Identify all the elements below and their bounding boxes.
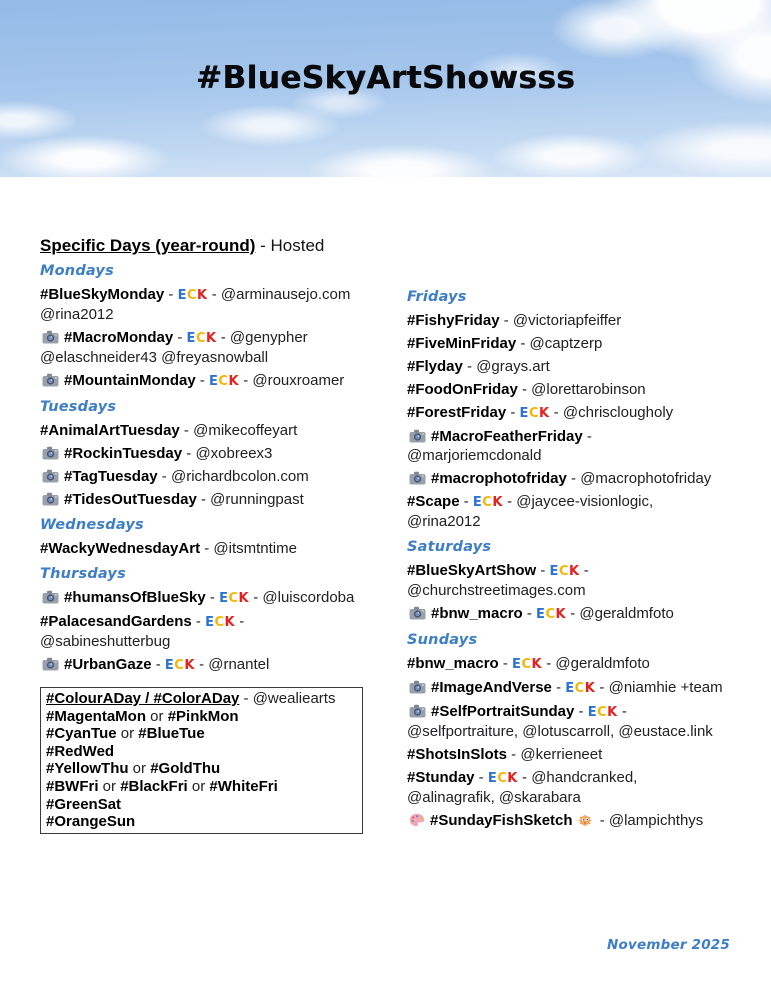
hashtag-text: #FishyFriday (407, 312, 500, 329)
eck-letter-c: C (482, 495, 493, 510)
hashtag-text: #UrbanGaze (64, 656, 152, 673)
day-header-wednesdays: Wednesdays (40, 517, 144, 533)
hashtag-text: #AnimalArtTuesday (40, 422, 180, 439)
camera-icon (409, 680, 426, 694)
camera-icon (42, 469, 59, 483)
eck-letter-e: E (177, 288, 187, 303)
eck-letter-c: C (528, 406, 539, 421)
hashtag-line (40, 539, 400, 558)
hashtag-text: #Flyday (407, 358, 463, 375)
hashtag-text: #ColourADay / #ColorADay (46, 690, 240, 707)
hashtag-text: #BlueSkyMonday (40, 286, 165, 303)
hashtag-text: #MagentaMon (46, 707, 147, 725)
eck-letter-c: C (521, 657, 532, 672)
plain-text: - @lorettarobinson (517, 381, 646, 398)
eck-host-mark (536, 607, 566, 622)
camera-icon (409, 429, 426, 443)
plain-text: - (205, 589, 220, 606)
plain-text: - @arminausejo.com (207, 286, 351, 303)
hashtag-text: #MacroFeatherFriday (431, 428, 583, 445)
plain-text: - @xobreex3 (182, 445, 273, 462)
eck-letter-c: C (195, 331, 206, 346)
plain-text: - (474, 769, 488, 786)
eck-host-mark (473, 495, 503, 510)
eck-host-mark (588, 705, 618, 720)
eck-letter-e: E (219, 591, 229, 606)
camera-icon (42, 373, 59, 387)
eck-letter-c: C (545, 607, 556, 622)
eck-letter-k: K (568, 564, 580, 579)
plain-text: - (151, 656, 165, 673)
plain-text: @elaschneider43 @freyasnowball (40, 349, 269, 366)
day-header-mondays: Mondays (40, 263, 114, 279)
plain-text: - (522, 605, 537, 622)
camera-icon (409, 704, 426, 718)
hashtag-line (407, 357, 759, 376)
plain-text: @rina2012 (407, 513, 481, 530)
eck-letter-c: C (497, 771, 508, 786)
hashtag-text: #ForestFriday (407, 404, 507, 421)
hashtag-line (407, 811, 759, 830)
plain-text: or (98, 777, 121, 795)
plain-text: or (187, 777, 210, 795)
plain-text: @selfportraiture, @lotuscarroll, @eustace.link (407, 723, 713, 740)
eck-letter-e: E (549, 564, 559, 579)
hashtag-line (407, 311, 759, 330)
camera-icon (409, 471, 426, 485)
eck-letter-c: C (218, 374, 229, 389)
hashtag-text: #GreenSat (46, 795, 122, 813)
page-title: #BlueSkyArtShowsss (195, 60, 576, 96)
eck-letter-e: E (587, 705, 598, 720)
hashtag-text: #TidesOutTuesday (64, 491, 197, 508)
hashtag-line (407, 469, 759, 488)
eck-host-mark (520, 406, 550, 421)
plain-text: or (116, 725, 139, 743)
hashtag-text: #FoodOnFriday (407, 381, 518, 398)
eck-letter-e: E (209, 374, 219, 389)
hashtag-line (407, 380, 759, 399)
eck-letter-e: E (536, 607, 546, 622)
hashtag-line (407, 334, 759, 353)
hashtag-text: #CyanTue (46, 725, 117, 743)
eck-host-mark (565, 681, 595, 696)
hashtag-line (40, 328, 400, 367)
plain-text: - @runningpast (196, 491, 304, 508)
hashtag-line (40, 588, 400, 608)
day-header-fridays: Fridays (407, 289, 467, 305)
eck-host-mark (165, 658, 195, 673)
hashtag-text: #WhiteFri (209, 777, 278, 795)
camera-icon (42, 657, 59, 671)
plain-text: @alinagrafik, @skarabara (407, 789, 581, 806)
hashtag-text: #OrangeSun (46, 813, 136, 831)
plain-text: - @handcranked, (517, 769, 638, 786)
eck-letter-e: E (512, 657, 522, 672)
box-line (46, 796, 357, 814)
section-heading (40, 236, 400, 255)
eck-host-mark (512, 657, 542, 672)
plain-text: - (582, 428, 592, 445)
hashtag-text: #RedWed (46, 742, 115, 760)
hashtag-line (407, 745, 759, 764)
plain-text: - @itsmtntime (200, 540, 297, 557)
plain-text: - (173, 329, 187, 346)
hashtag-text: #bnw_macro (431, 605, 523, 622)
pufferfish-icon (577, 814, 593, 827)
hashtag-text: #macrophotofriday (431, 470, 567, 487)
hashtag-text: #MacroMonday (64, 329, 174, 346)
plain-text: @rina2012 (40, 306, 114, 323)
footer-date: November 2025 (607, 937, 730, 953)
plain-text: - @geraldmfoto (566, 605, 674, 622)
eck-letter-c: C (597, 705, 608, 720)
hashtag-text: #BlueSkyArtShow (407, 562, 537, 579)
hashtag-text: #BlackFri (120, 777, 188, 795)
eck-letter-k: K (184, 658, 195, 673)
right-column (407, 288, 759, 834)
hashtag-text: #bnw_macro (407, 655, 499, 672)
eck-letter-e: E (186, 331, 196, 346)
hashtag-line (407, 403, 759, 423)
camera-icon (42, 330, 59, 344)
plain-text: - @mikecoffeyart (179, 422, 298, 439)
day-header-tuesdays: Tuesdays (40, 399, 117, 415)
hashtag-text: #RockinTuesday (64, 445, 183, 462)
plain-text: - (551, 679, 566, 696)
box-line (46, 813, 357, 831)
eck-host-mark (209, 374, 239, 389)
plain-text: - @richardbcolon.com (157, 468, 309, 485)
hashtag-line (40, 421, 400, 440)
hashtag-line (407, 427, 759, 465)
eck-host-mark (205, 615, 235, 630)
hashtag-text: #BlueTue (138, 725, 205, 743)
eck-letter-k: K (197, 288, 208, 303)
hashtag-line (40, 490, 400, 509)
plain-text: - (191, 613, 206, 630)
box-line (46, 708, 357, 726)
hashtag-text: #ImageAndVerse (431, 679, 552, 696)
box-line (46, 690, 357, 708)
box-line (46, 725, 357, 743)
hashtag-text: #PalacesandGardens (40, 613, 192, 630)
eck-letter-k: K (531, 657, 543, 672)
eck-letter-k: K (224, 615, 236, 630)
eck-letter-k: K (507, 771, 518, 786)
eck-letter-e: E (519, 406, 529, 421)
hashtag-text: #MountainMonday (64, 372, 196, 389)
day-header-saturdays: Saturdays (407, 539, 492, 555)
eck-letter-c: C (186, 288, 197, 303)
plain-text: - @captzerp (516, 335, 603, 352)
eck-letter-k: K (205, 331, 217, 346)
eck-letter-c: C (174, 658, 185, 673)
eck-letter-k: K (584, 681, 596, 696)
camera-icon (409, 606, 426, 620)
hashtag-text: #BWFri (46, 777, 99, 795)
plain-text: - (574, 703, 588, 720)
box-line (46, 760, 357, 778)
plain-text: - @niamhie +team (595, 679, 723, 696)
plain-text: - (579, 562, 589, 579)
eck-letter-e: E (164, 658, 175, 673)
eck-letter-c: C (214, 615, 225, 630)
plain-text: - @grays.art (462, 358, 550, 375)
hashtag-text: #YellowThu (46, 760, 129, 778)
sky-banner-image (0, 0, 771, 177)
eck-letter-k: K (228, 374, 240, 389)
plain-text: - @genypher (216, 329, 308, 346)
camera-icon (42, 492, 59, 506)
plain-text: @marjoriemcdonald (407, 447, 542, 464)
section-heading-title: Specific Days (year-round) (40, 236, 256, 255)
plain-text: - (459, 493, 473, 510)
plain-text: - (195, 372, 210, 389)
hashtag-line (407, 702, 759, 741)
hashtag-text: #Stunday (407, 769, 475, 786)
eck-host-mark (187, 331, 217, 346)
hashtag-line (407, 768, 759, 807)
hashtag-line (40, 612, 400, 651)
hashtag-text: #PinkMon (167, 707, 239, 725)
hashtag-line (407, 678, 759, 698)
hashtag-line (40, 371, 400, 391)
plain-text: - @wealiearts (239, 690, 336, 707)
eck-letter-k: K (538, 406, 550, 421)
plain-text: - (498, 655, 513, 672)
eck-letter-e: E (205, 615, 215, 630)
plain-text: - @victoriapfeiffer (499, 312, 622, 329)
hashtag-line (407, 561, 759, 600)
eck-letter-c: C (228, 591, 239, 606)
eck-letter-k: K (607, 705, 618, 720)
eck-letter-e: E (472, 495, 483, 510)
plain-text: - @rouxroamer (239, 372, 345, 389)
hashtag-line (407, 604, 759, 624)
plain-text: - (506, 404, 520, 421)
plain-text: - (536, 562, 550, 579)
eck-letter-e: E (487, 771, 498, 786)
hashtag-line (40, 444, 400, 463)
eck-host-mark (488, 771, 518, 786)
box-line (46, 743, 357, 761)
plain-text: or (128, 760, 151, 778)
hashtag-text: #WackyWednesdayArt (40, 540, 201, 557)
hashtag-text: #ShotsInSlots (407, 746, 508, 763)
plain-text: - @lampichthys (595, 812, 704, 829)
plain-text: - (617, 703, 627, 720)
plain-text: - @luiscordoba (249, 589, 355, 606)
eck-letter-k: K (238, 591, 250, 606)
plain-text: - @geraldmfoto (542, 655, 650, 672)
palette-icon (409, 813, 425, 827)
eck-letter-k: K (492, 495, 503, 510)
hashtag-text: #humansOfBlueSky (64, 589, 206, 606)
plain-text: - (164, 286, 178, 303)
camera-icon (42, 590, 59, 604)
box-line (46, 778, 357, 796)
hashtag-text: #Scape (407, 493, 460, 510)
hashtag-line (407, 654, 759, 674)
eck-host-mark (178, 288, 208, 303)
plain-text: - @chrisclougholy (549, 404, 674, 421)
hashtag-text: #GoldThu (150, 760, 221, 778)
hashtag-text: #SundayFishSketch (430, 812, 573, 829)
eck-letter-c: C (558, 564, 569, 579)
left-column (40, 236, 400, 834)
plain-text: - @kerrieneet (507, 746, 603, 763)
hashtag-line (407, 492, 759, 531)
plain-text: - @macrophotofriday (566, 470, 712, 487)
hashtag-text: #TagTuesday (64, 468, 158, 485)
section-heading-suffix: - Hosted (255, 236, 325, 255)
eck-host-mark (219, 591, 249, 606)
plain-text: @churchstreetimages.com (407, 582, 586, 599)
eck-letter-c: C (574, 681, 585, 696)
hashtag-line (40, 285, 400, 324)
plain-text: or (146, 707, 168, 725)
day-header-thursdays: Thursdays (40, 566, 126, 582)
hashtag-text: #FiveMinFriday (407, 335, 517, 352)
hashtag-line (40, 655, 400, 675)
eck-host-mark (550, 564, 580, 579)
day-header-sundays: Sundays (407, 632, 478, 648)
eck-letter-e: E (565, 681, 575, 696)
plain-text: - @rnantel (194, 656, 270, 673)
hashtag-text: #SelfPortraitSunday (431, 703, 575, 720)
plain-text: - @jaycee-visionlogic, (502, 493, 654, 510)
colour-a-day-box (40, 687, 363, 834)
hashtag-line (40, 467, 400, 486)
plain-text: - (235, 613, 245, 630)
plain-text: @sabineshutterbug (40, 633, 171, 650)
camera-icon (42, 446, 59, 460)
eck-letter-k: K (555, 607, 567, 622)
